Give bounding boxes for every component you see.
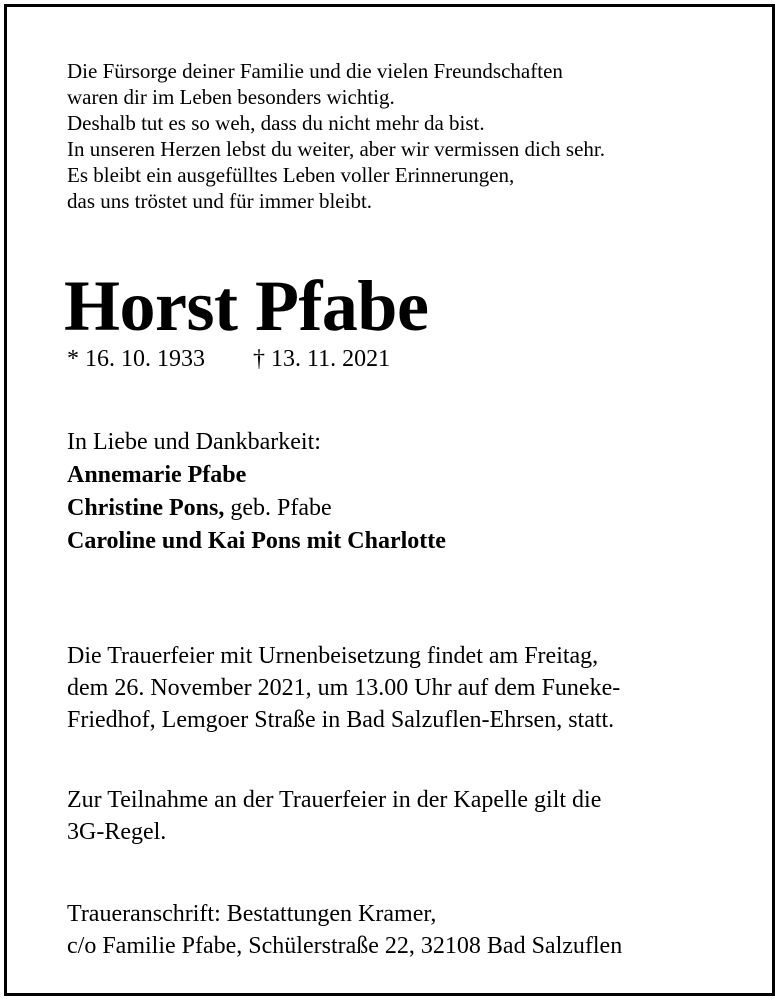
ceremony-text — [67, 640, 620, 736]
death-date: † 13. 11. 2021 — [253, 346, 391, 372]
mourners-intro: In Liebe und Dankbarkeit: — [67, 429, 321, 455]
intro-text — [67, 58, 605, 214]
address-text — [67, 898, 622, 962]
deceased-name: Horst Pfabe — [64, 266, 429, 346]
notice-line: Zur Teilnahme an der Trauerfeier in der Kapelle gilt die — [67, 787, 602, 813]
ceremony-line: Die Trauerfeier mit Urnenbeisetzung findet am Freitag, — [67, 643, 599, 669]
intro-line: Es bleibt ein ausgefülltes Leben voller Erinnerungen, — [67, 163, 515, 187]
mourner-name: Annemarie Pfabe — [67, 462, 247, 488]
birth-date: * 16. 10. 1933 — [67, 346, 205, 372]
mourner-name: Christine Pons, geb. Pfabe — [67, 495, 332, 521]
address-line: c/o Familie Pfabe, Schülerstraße 22, 32108 Bad Salzuflen — [67, 933, 623, 959]
notice-text — [67, 784, 601, 848]
intro-line: das uns tröstet und für immer bleibt. — [67, 189, 373, 213]
ceremony-line: Friedhof, Lemgoer Straße in Bad Salzuflen-Ehrsen, statt. — [67, 707, 615, 733]
intro-line: Deshalb tut es so weh, dass du nicht mehr da bist. — [67, 111, 485, 135]
ceremony-line: dem 26. November 2021, um 13.00 Uhr auf dem Funeke- — [67, 675, 621, 701]
intro-line: Die Fürsorge deiner Familie und die vielen Freundschaften — [67, 59, 563, 83]
address-line: Traueranschrift: Bestattungen Kramer, — [67, 901, 437, 927]
intro-line: waren dir im Leben besonders wichtig. — [67, 85, 395, 109]
intro-line: In unseren Herzen lebst du weiter, aber wir vermissen dich sehr. — [67, 137, 605, 161]
mourner-name: Caroline und Kai Pons mit Charlotte — [67, 528, 446, 554]
life-dates — [67, 345, 391, 373]
mourners-block — [67, 426, 446, 558]
notice-line: 3G-Regel. — [67, 819, 167, 845]
